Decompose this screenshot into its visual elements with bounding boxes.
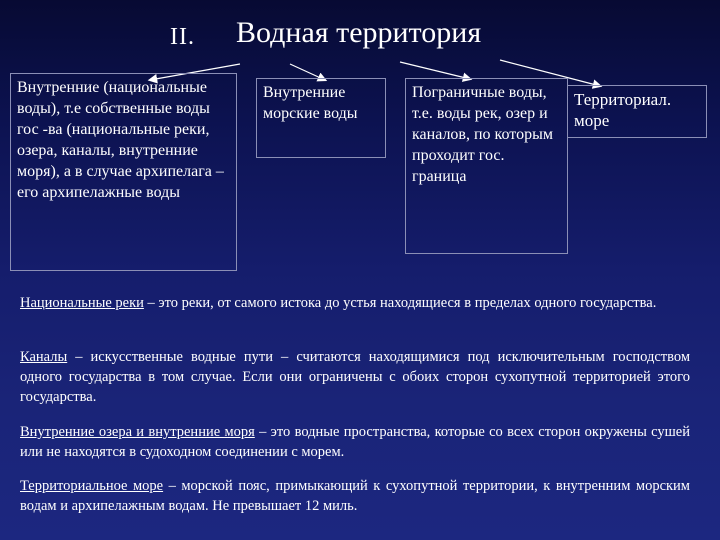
internal-sea-waters-box: Внутренние морские воды <box>256 78 386 158</box>
definition-text: – это реки, от самого истока до устья находящиеся в пределах одного государства. <box>143 295 657 311</box>
definition-term: Национальные реки <box>20 295 144 311</box>
page-title: Водная территория <box>236 16 482 49</box>
definition-national-rivers <box>20 293 690 313</box>
definition-term: Внутренние озера и внутренние моря <box>20 424 255 440</box>
arrow-to-boundary-waters <box>400 62 470 79</box>
section-number: II. <box>170 24 195 50</box>
boundary-waters-box: Пограничные воды, т.е. воды рек, озер и каналов, по которым проходит гос. граница <box>405 78 568 254</box>
definition-text: – искусственные водные пути – считаются находящимися под исключительным господством одного государства в том случае. Если они ограничены с обоих сторон сухопутной территорией этого государства. <box>20 349 690 405</box>
definition-territorial-sea <box>20 476 690 516</box>
definition-term: Территориальное море <box>20 478 164 494</box>
territorial-sea-box: Территориал. море <box>567 85 707 138</box>
definition-canals <box>20 347 690 407</box>
definition-text: – морской пояс, примыкающий к сухопутной территории, к внутренним морским водам и архипелажным водам. Не превышает 12 миль. <box>20 478 690 514</box>
definition-term: Каналы <box>20 349 68 365</box>
definition-text: – это водные пространства, которые со всех сторон окружены сушей или не находятся в судоходном соединении с морем. <box>20 424 690 460</box>
definition-internal-lakes-seas <box>20 422 690 462</box>
internal-waters-box: Внутренние (национальные воды), т.е собственные воды гос -ва (национальные реки, озера, каналы, внутренние моря), а в случае архипелага – его архипелажные воды <box>10 73 237 271</box>
